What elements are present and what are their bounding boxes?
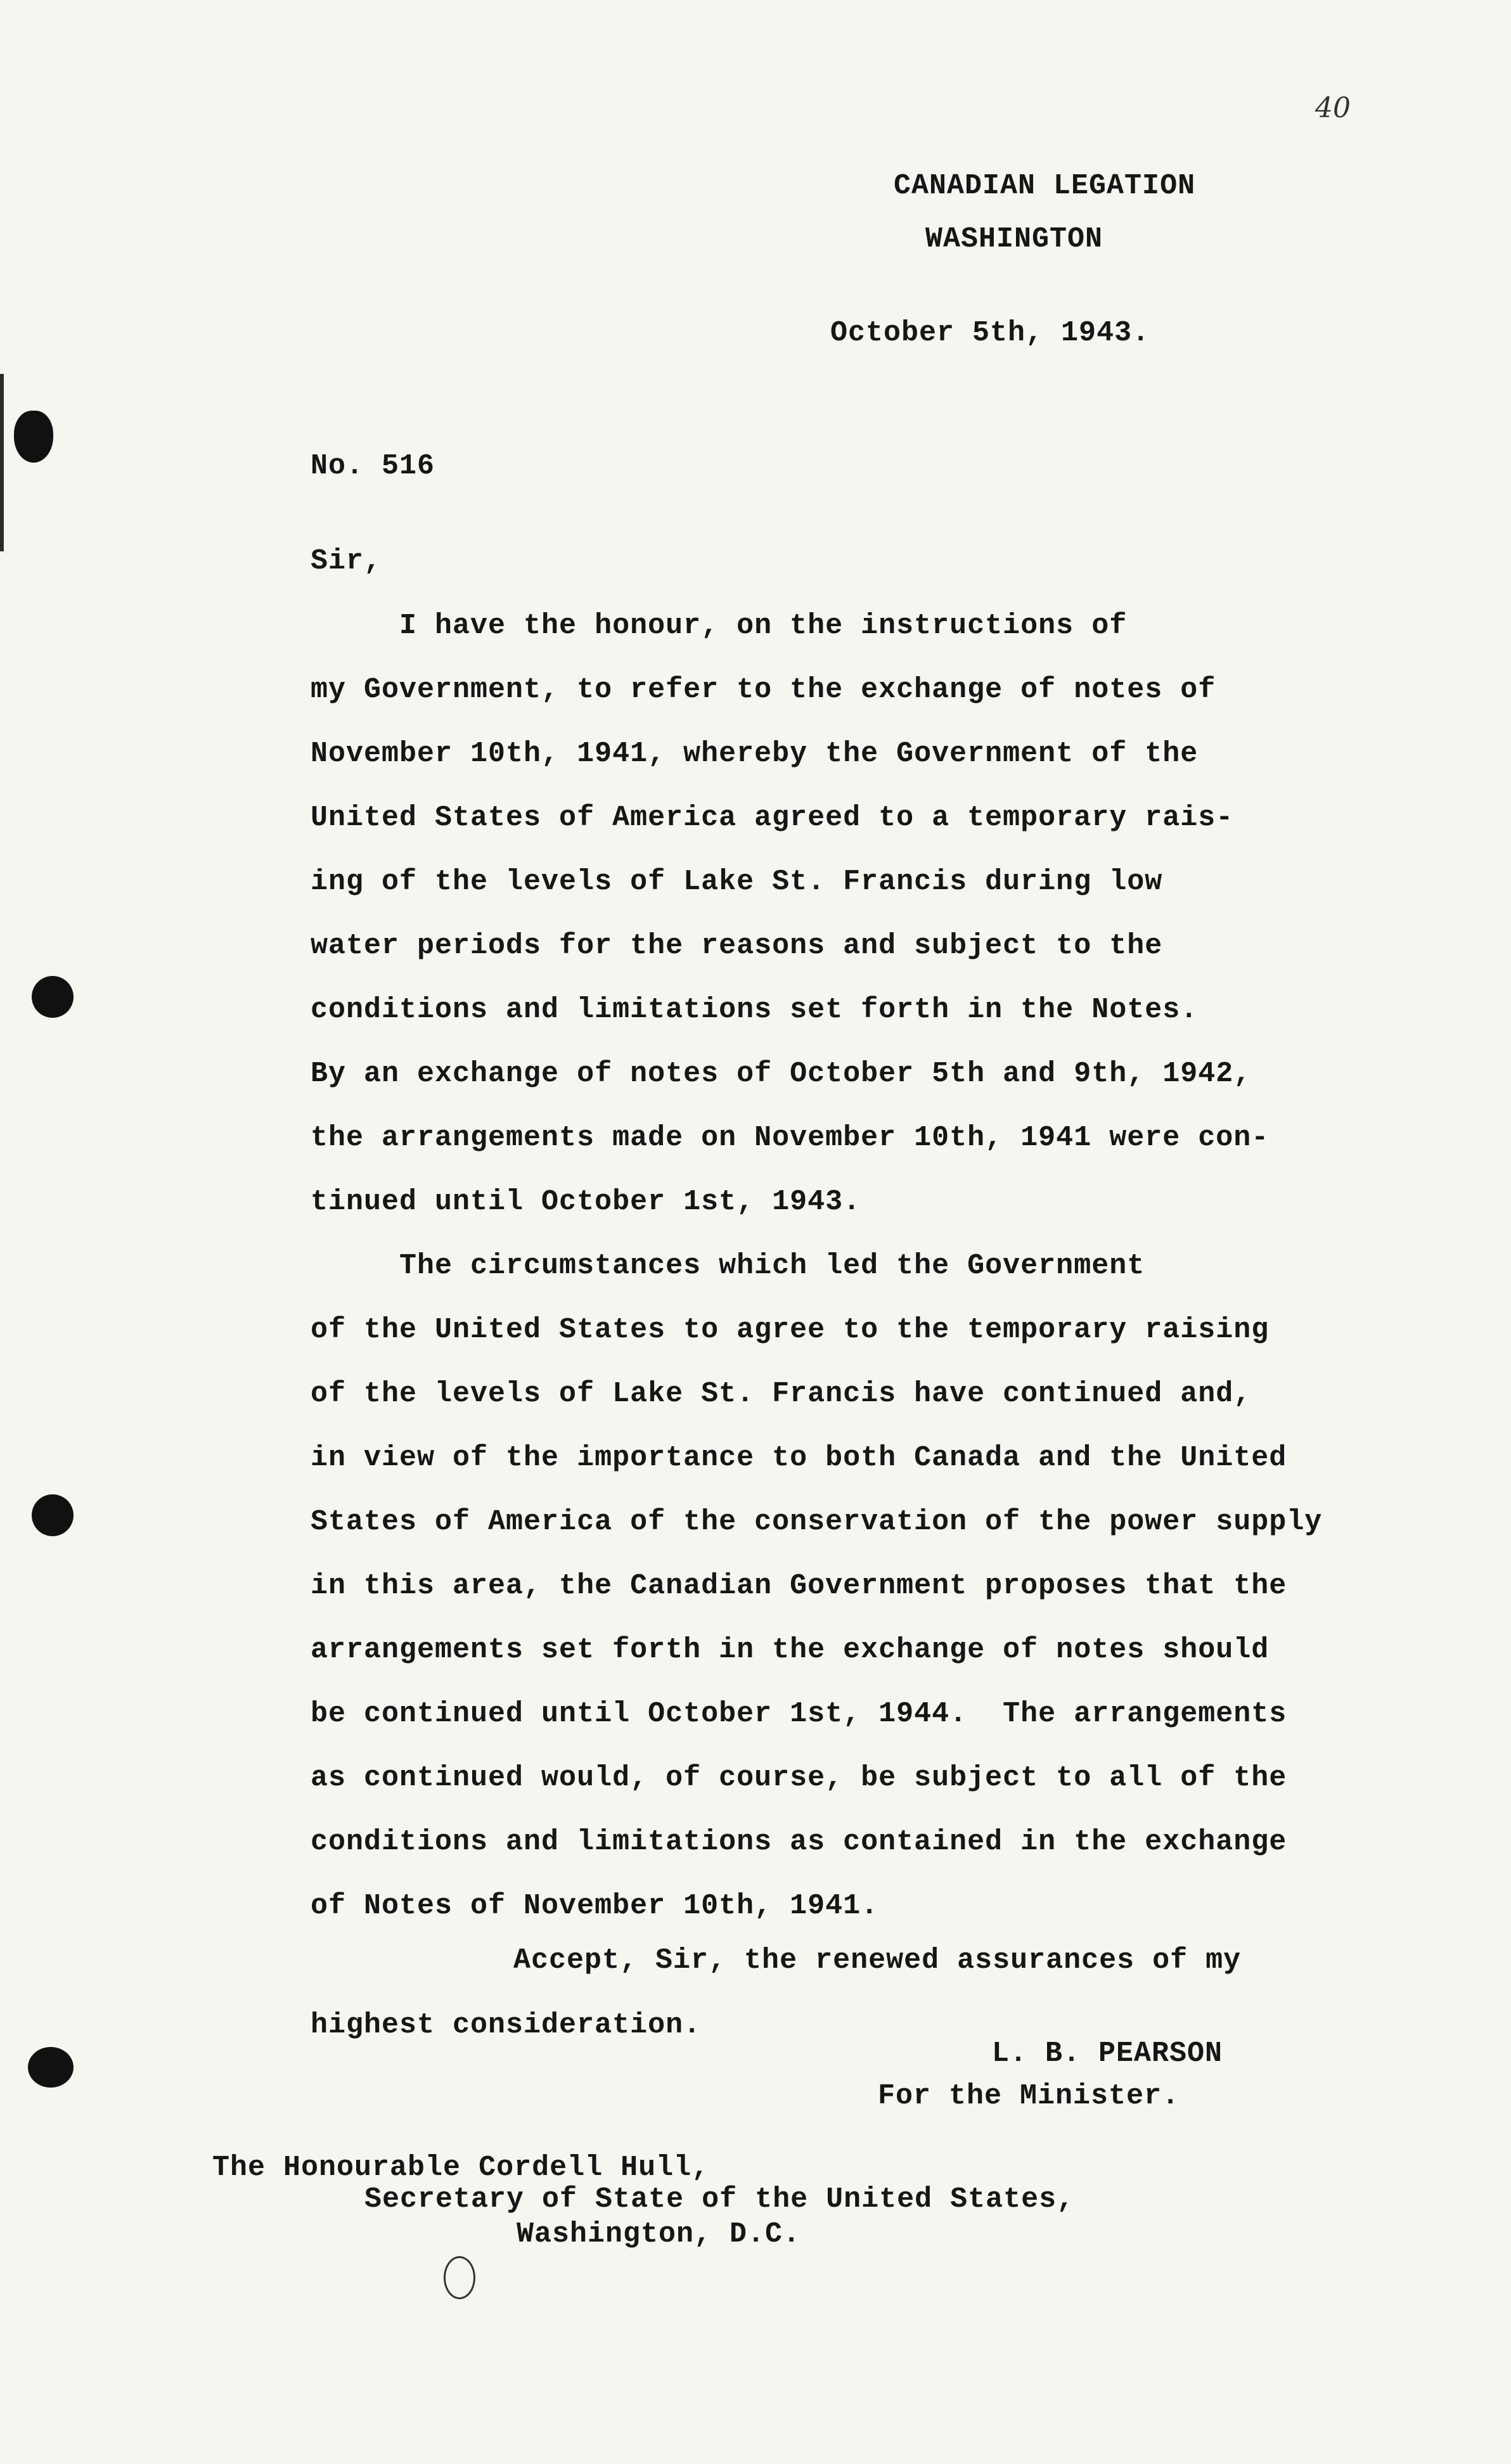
letter-date: October 5th, 1943. bbox=[830, 317, 1150, 349]
body-line: The circumstances which led the Government bbox=[311, 1250, 1145, 1282]
body-line: conditions and limitations set forth in the Notes. bbox=[311, 994, 1199, 1026]
body-line: By an exchange of notes of October 5th and 9th, 1942, bbox=[311, 1058, 1252, 1090]
punch-hole bbox=[32, 976, 74, 1018]
body-line: of the United States to agree to the temporary raising bbox=[311, 1314, 1270, 1346]
signature-name: L. B. PEARSON bbox=[992, 2037, 1223, 2070]
body-line: in view of the importance to both Canada and the United bbox=[311, 1442, 1287, 1474]
body-line: United States of America agreed to a temporary rais- bbox=[311, 802, 1234, 834]
body-line: of the levels of Lake St. Francis have continued and, bbox=[311, 1378, 1252, 1410]
body-line: I have the honour, on the instructions of bbox=[311, 610, 1128, 642]
body-line: November 10th, 1941, whereby the Government of the bbox=[311, 738, 1199, 770]
salutation: Sir, bbox=[311, 545, 382, 577]
body-line: conditions and limitations as contained in the exchange bbox=[311, 1826, 1287, 1858]
addressee-title: Secretary of State of the United States, bbox=[364, 2183, 1075, 2216]
body-line: water periods for the reasons and subject to the bbox=[311, 930, 1163, 962]
body-line: be continued until October 1st, 1944. The arrangements bbox=[311, 1698, 1287, 1730]
folio-number: 40 bbox=[1315, 92, 1351, 124]
body-line: ing of the levels of Lake St. Francis during low bbox=[311, 866, 1163, 898]
body-line: the arrangements made on November 10th, 1941 were con- bbox=[311, 1122, 1270, 1154]
body-line: as continued would, of course, be subject to all of the bbox=[311, 1762, 1287, 1794]
addressee-city: Washington, D.C. bbox=[517, 2218, 801, 2250]
punch-hole bbox=[28, 2047, 74, 2088]
letterhead-city: WASHINGTON bbox=[925, 223, 1103, 255]
body-line: my Government, to refer to the exchange of notes of bbox=[311, 674, 1216, 706]
letter-number: No. 516 bbox=[311, 450, 435, 482]
page-edge-mark bbox=[0, 374, 4, 551]
body-line: arrangements set forth in the exchange of notes should bbox=[311, 1634, 1270, 1666]
closing-line: Accept, Sir, the renewed assurances of my bbox=[513, 1944, 1242, 1977]
body-line: in this area, the Canadian Government proposes that the bbox=[311, 1570, 1287, 1602]
body-line: States of America of the conservation of the power supply bbox=[311, 1506, 1323, 1538]
body-line: tinued until October 1st, 1943. bbox=[311, 1186, 861, 1218]
closing-line: highest consideration. bbox=[311, 2009, 702, 2041]
addressee-name: The Honourable Cordell Hull, bbox=[212, 2152, 710, 2184]
signature-title: For the Minister. bbox=[878, 2080, 1180, 2112]
punch-hole bbox=[14, 411, 53, 463]
punch-hole bbox=[32, 1494, 74, 1536]
body-line: of Notes of November 10th, 1941. bbox=[311, 1890, 879, 1922]
handwritten-circle-mark bbox=[444, 2256, 475, 2299]
letterhead-legation: CANADIAN LEGATION bbox=[894, 170, 1196, 202]
